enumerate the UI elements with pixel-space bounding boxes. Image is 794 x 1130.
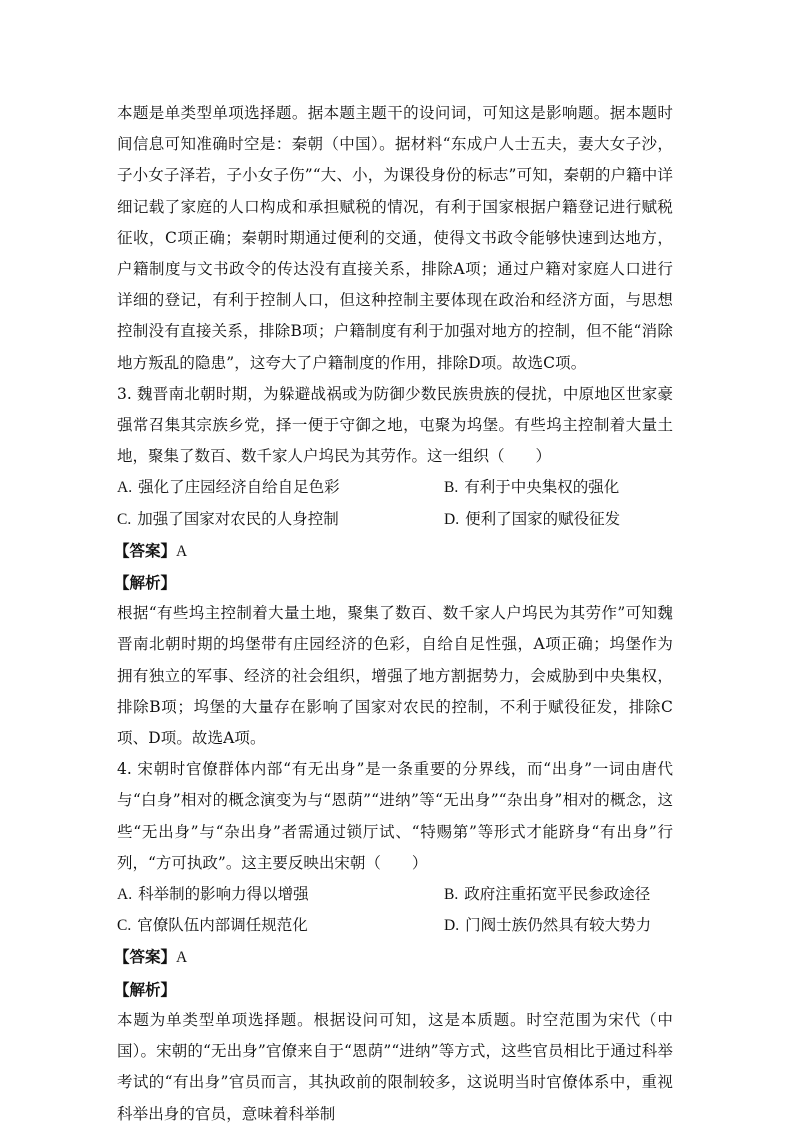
q2-analysis-paragraph: 本题是单类型单项选择题。据本题主题干的设问词，可知这是影响题。据本题时间信息可知准确时空是：秦朝（中国）。据材料“东成户人士五夫，妻大女子沙，子小女子泽若，子小女子伤”“大、小，为课役身份的标志”可知，秦朝的户籍中详细记载了家庭的人口构成和承担赋税的情况，有利于国家根据户籍登记进行赋税征收，C项正确；秦朝时期通过便利的交通，使得文书政令能够快速到达地方，户籍制度与文书政令的传达没有直接关系，排除A项；通过户籍对家庭人口进行详细的登记，有利于控制人口，但这种控制主要体现在政治和经济方面，与思想控制没有直接关系，排除B项；户籍制度有利于加强对地方的控制，但不能“消除地方叛乱的隐患”，这夸大了户籍制度的作用，排除D项。故选C项。 (117, 104, 673, 372)
q4-option-d (444, 910, 673, 941)
option-text: 官僚队伍内部调任规范化 (137, 916, 308, 935)
q3-analysis-label: 【解析】 (114, 573, 177, 593)
option-letter: D. (444, 917, 460, 935)
q4-analysis-paragraph: 本题为单类型单项选择题。根据设问可知，这是本质题。时空范围为宋代（中国）。宋朝的“无出身”官僚来自于“恩荫”“进纳”等方式，这些官员相比于通过科举考试的“有出身”官员而言，其执政前的限制较多，这说明当时官僚体系中，重视科举出身的官员，意味着科举制 (117, 1010, 673, 1123)
option-text: 有利于中央集权的强化 (464, 478, 620, 497)
answer-label: 【答案】 (114, 540, 177, 560)
option-letter: B. (444, 886, 459, 904)
answer-label: 【答案】 (114, 947, 177, 967)
option-text: 门阀士族仍然具有较大势力 (465, 916, 652, 935)
option-letter: A. (117, 479, 133, 497)
option-text: 强化了庄园经济自给自足色彩 (138, 478, 340, 497)
option-letter: D. (444, 510, 460, 528)
document-page (114, 98, 673, 1130)
option-text: 科举制的影响力得以增强 (138, 885, 309, 904)
option-letter: A. (117, 886, 133, 904)
q3-answer (114, 535, 673, 567)
question-4-options (117, 879, 673, 941)
q4-option-c (117, 910, 444, 941)
q4-analysis-label: 【解析】 (114, 979, 177, 999)
question-4-stem: 4. 宋朝时官僚群体内部“有无出身”是一条重要的分界线，而“出身”一词由唐代与“白身”相对的概念演变为与“恩荫”“进纳”等“无出身”“杂出身”相对的概念，这些“无出身”与“杂出身”者需通过锁厅试、“特赐第”等形式才能跻身“有出身”行列，“方可执政”。这主要反映出宋朝（ ） (117, 760, 673, 872)
answer-value: A (176, 949, 188, 967)
option-text: 政府注重拓宽平民参政途径 (464, 885, 651, 904)
q4-answer (114, 941, 673, 973)
q3-option-a (117, 472, 444, 503)
option-text: 加强了国家对农民的人身控制 (137, 509, 339, 528)
q3-option-d (444, 504, 673, 535)
question-3-options (117, 472, 673, 534)
option-letter: C. (117, 917, 132, 935)
question-3-stem: 3. 魏晋南北朝时期，为躲避战祸或为防御少数民族贵族的侵扰，中原地区世家豪强常召集其宗族乡党，择一便于守御之地，屯聚为坞堡。有些坞主控制着大量土地，聚集了数百、数千家人户坞民为其劳作。这一组织（ ） (117, 384, 673, 466)
q3-analysis-paragraph: 根据“有些坞主控制着大量土地，聚集了数百、数千家人户坞民为其劳作”可知魏晋南北朝时期的坞堡带有庄园经济的色彩，自给自足性强，A项正确；坞堡作为拥有独立的军事、经济的社会组织，增强了地方割据势力，会威胁到中央集权，排除B项；坞堡的大量存在影响了国家对农民的控制，不利于赋役征发，排除C项、D项。故选A项。 (117, 604, 673, 748)
q4-option-a (117, 879, 444, 910)
option-text: 便利了国家的赋役征发 (465, 509, 621, 528)
option-letter: B. (444, 479, 459, 497)
q4-option-b (444, 879, 673, 910)
answer-value: A (176, 542, 188, 560)
q3-option-b (444, 472, 673, 503)
option-letter: C. (117, 510, 132, 528)
q3-option-c (117, 504, 444, 535)
